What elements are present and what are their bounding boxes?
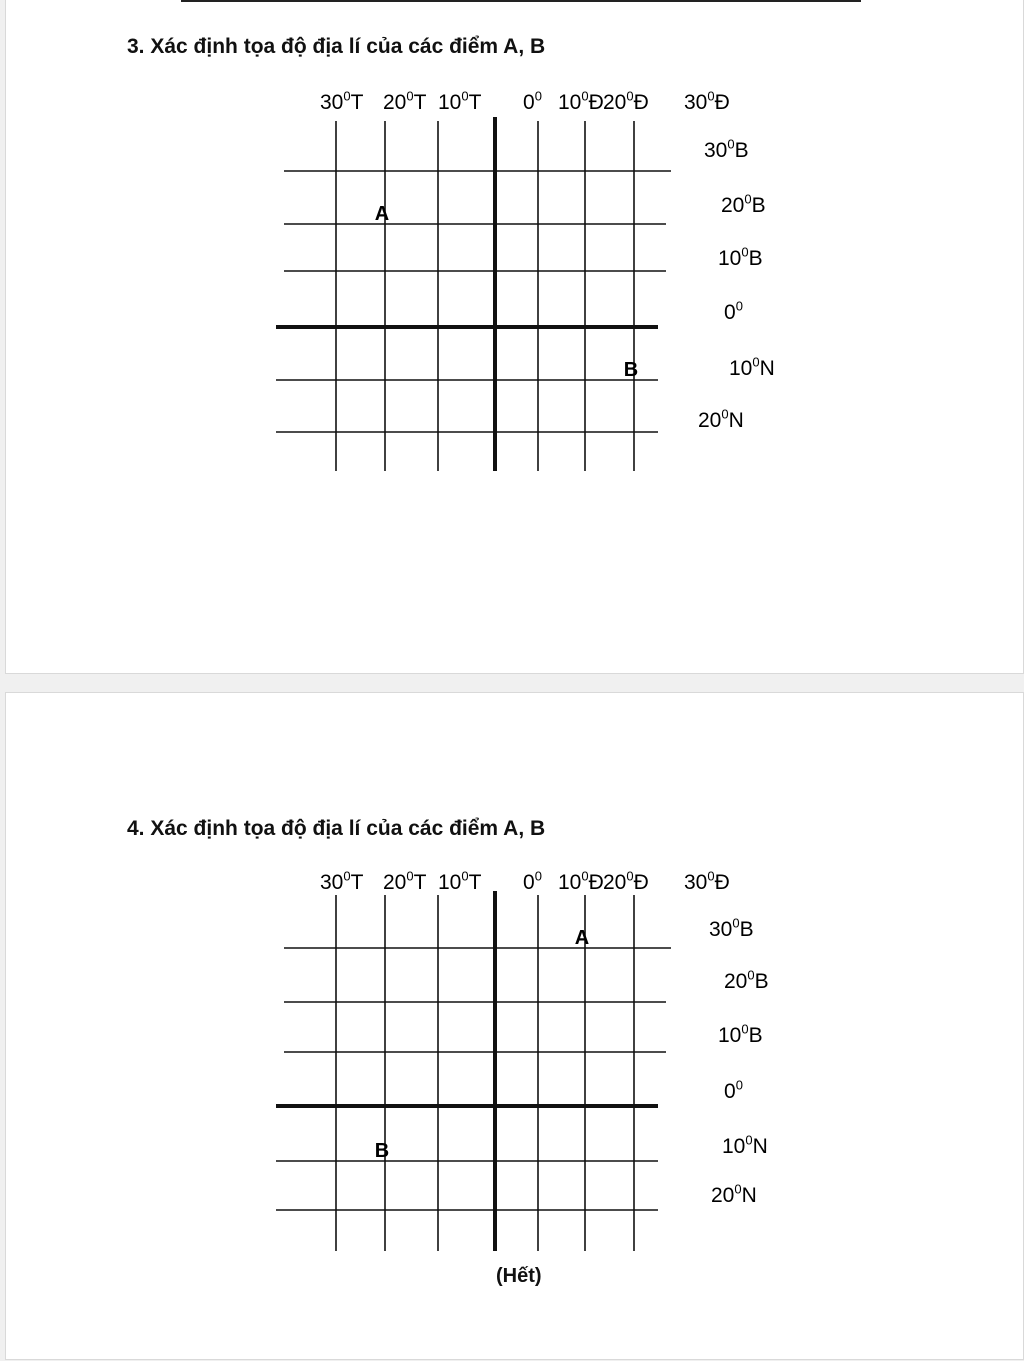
longitude-label: $30^0T$	[320, 88, 364, 114]
point-label-b: B	[374, 1140, 390, 1162]
longitude-label: $10^0Đ$	[558, 88, 604, 114]
latitude-label: $10^0N$	[729, 354, 775, 380]
latitude-label: $30^0B$	[704, 136, 749, 162]
latitude-label: $0^0$	[724, 1077, 743, 1103]
longitude-label: $30^0Đ$	[684, 88, 730, 114]
latitude-label: $0^0$	[724, 298, 743, 324]
latitude-label: $30^0B$	[709, 915, 754, 941]
longitude-label: $30^0Đ$	[684, 868, 730, 894]
document-page-1	[5, 0, 1024, 674]
longitude-label: $30^0T$	[320, 868, 364, 894]
longitude-label: $0^0$	[523, 868, 542, 894]
coordinate-grid-exercise-4	[6, 693, 1024, 1361]
longitude-label: $10^0T$	[438, 868, 482, 894]
longitude-label: $0^0$	[523, 88, 542, 114]
coordinate-grid-exercise-3	[6, 0, 1024, 675]
latitude-label: $20^0N$	[711, 1181, 757, 1207]
exercise-4-title: 4. Xác định tọa độ địa lí của các điểm A, B	[127, 817, 546, 840]
latitude-label: $20^0B$	[724, 967, 769, 993]
point-label-a: A	[374, 203, 390, 225]
latitude-label: $10^0B$	[718, 1021, 763, 1047]
latitude-label: $20^0N$	[698, 406, 744, 432]
longitude-label: $10^0Đ$	[558, 868, 604, 894]
longitude-label: $20^0T$	[383, 868, 427, 894]
longitude-label: $20^0T$	[383, 88, 427, 114]
longitude-label: $10^0T$	[438, 88, 482, 114]
document-page-2	[5, 692, 1024, 1360]
longitude-label: $20^0Đ$	[603, 88, 649, 114]
exercise-3-title: 3. Xác định tọa độ địa lí của các điểm A, B	[127, 35, 546, 58]
point-label-a: A	[574, 927, 590, 949]
point-label-b: B	[623, 359, 639, 381]
end-marker: (Hết)	[496, 1265, 542, 1287]
latitude-label: $10^0N$	[722, 1132, 768, 1158]
latitude-label: $20^0B$	[721, 191, 766, 217]
longitude-label: $20^0Đ$	[603, 868, 649, 894]
latitude-label: $10^0B$	[718, 244, 763, 270]
